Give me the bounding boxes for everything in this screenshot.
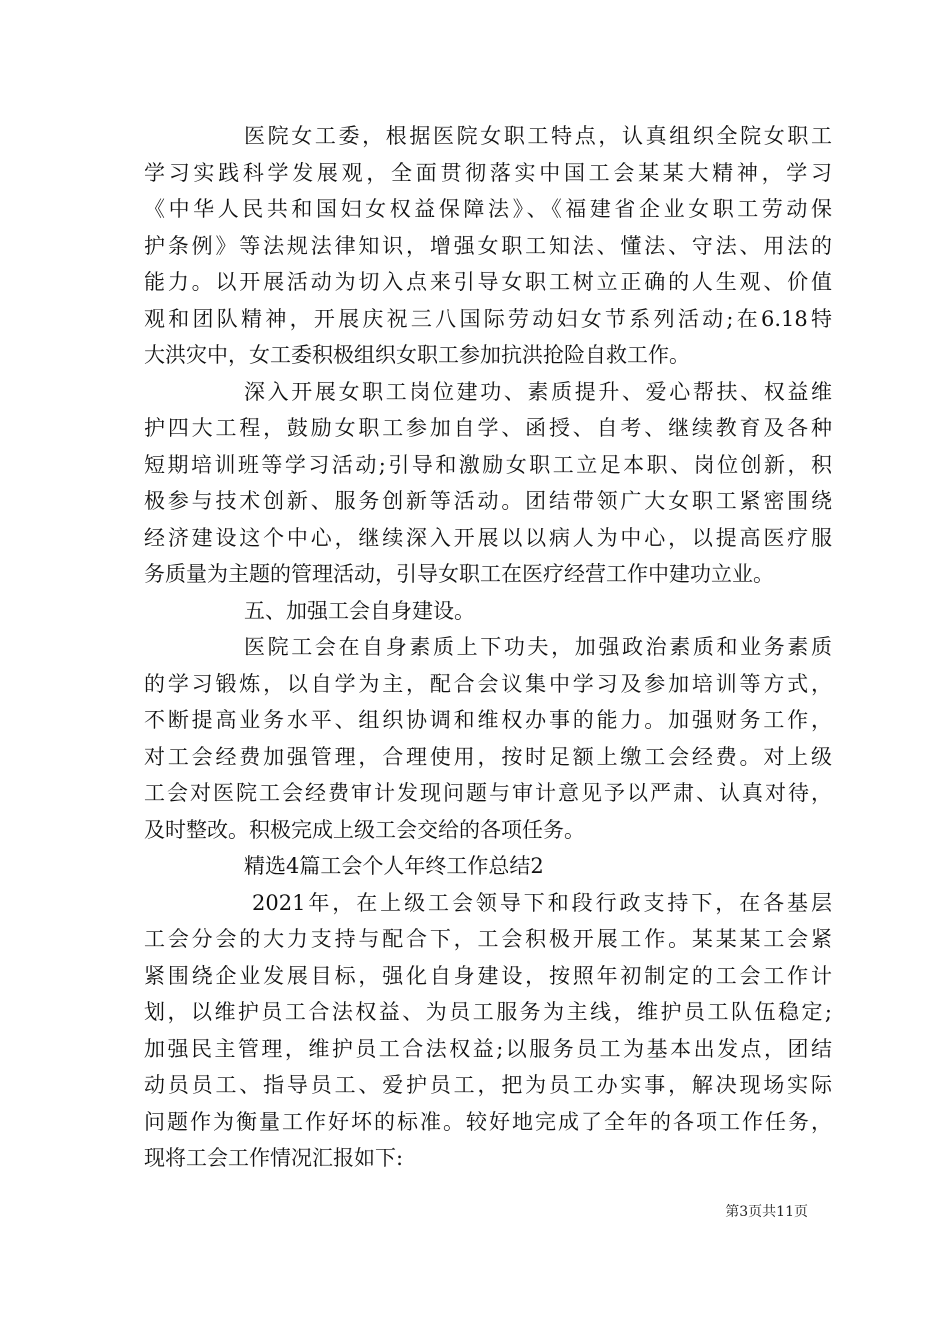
text-line: 及时整改。积极完成上级工会交给的各项任务。 — [144, 817, 585, 842]
text-line: 学习实践科学发展观，全面贯彻落实中国工会某某大精神，学习 — [144, 160, 832, 185]
text-line: 护条例》等法规法律知识，增强女职工知法、懂法、守法、用法的 — [144, 233, 832, 258]
text-line: 工会对医院工会经费审计发现问题与审计意见予以严肃、认真对待， — [144, 781, 832, 805]
text-line: 问题作为衡量工作好坏的标准。较好地完成了全年的各项工作任务， — [144, 1109, 832, 1134]
text-line: 观和团队精神，开展庆祝三八国际劳动妇女节系列活动;在6.18特 — [144, 306, 832, 331]
text-line: 不断提高业务水平、组织协调和维权办事的能力。加强财务工作， — [144, 708, 832, 732]
text-line: 现将工会工作情况汇报如下: — [144, 1146, 404, 1170]
text-line: 划，以维护员工合法权益、为员工服务为主线，维护员工队伍稳定; — [144, 1000, 832, 1024]
paragraph-union-self-building — [144, 629, 832, 848]
text-line: 经济建设这个中心，继续深入开展以以病人为中心，以提高医疗服 — [144, 525, 832, 550]
text-line: 紧围绕企业发展目标，强化自身建设，按照年初制定的工会工作计 — [144, 963, 832, 988]
text-line: 对工会经费加强管理，合理使用，按时足额上缴工会经费。对上级 — [144, 744, 832, 769]
text-line: 的学习锻炼，以自学为主，配合会议集中学习及参加培训等方式， — [144, 671, 832, 696]
paragraph-2021-summary — [144, 885, 832, 1177]
section-heading-summary-2: 精选4篇工会个人年终工作总结2 — [244, 854, 544, 878]
text-line: 深入开展女职工岗位建功、素质提升、爱心帮扶、权益维 — [244, 379, 832, 404]
text-line: 动员员工、指导员工、爱护员工，把为员工办实事，解决现场实际 — [144, 1073, 832, 1097]
text-line: 大洪灾中，女工委积极组织女职工参加抗洪抢险自救工作。 — [144, 343, 690, 367]
text-line: 医院女工委，根据医院女职工特点，认真组织全院女职工 — [244, 124, 832, 148]
text-line: 务质量为主题的管理活动，引导女职工在医疗经营工作中建功立业。 — [144, 562, 774, 586]
text-line: 工会分会的大力支持与配合下，工会积极开展工作。某某某工会紧 — [144, 927, 832, 951]
text-line: 护四大工程，鼓励女职工参加自学、函授、自考、继续教育及各种 — [144, 416, 832, 440]
text-line: 极参与技术创新、服务创新等活动。团结带领广大女职工紧密围绕 — [144, 489, 832, 513]
page-number-footer: 第3页共11页 — [725, 1204, 808, 1220]
text-line: 短期培训班等学习活动;引导和激励女职工立足本职、岗位创新，积 — [144, 452, 832, 477]
section-heading-self-building: 五、加强工会自身建设。 — [244, 598, 475, 623]
text-line: 医院工会在自身素质上下功夫，加强政治素质和业务素质 — [244, 635, 832, 659]
text-line: 加强民主管理，维护员工合法权益;以服务员工为基本出发点，团结 — [144, 1036, 832, 1061]
paragraph-four-projects — [144, 374, 832, 593]
text-line: 能力。以开展活动为切入点来引导女职工树立正确的人生观、价值 — [144, 270, 832, 294]
text-line: 2021年，在上级工会领导下和段行政支持下，在各基层 — [252, 890, 832, 915]
paragraph-womens-committee — [144, 118, 832, 374]
document-body — [144, 118, 832, 1177]
text-line: 《中华人民共和国妇女权益保障法》、《福建省企业女职工劳动保 — [144, 197, 832, 221]
